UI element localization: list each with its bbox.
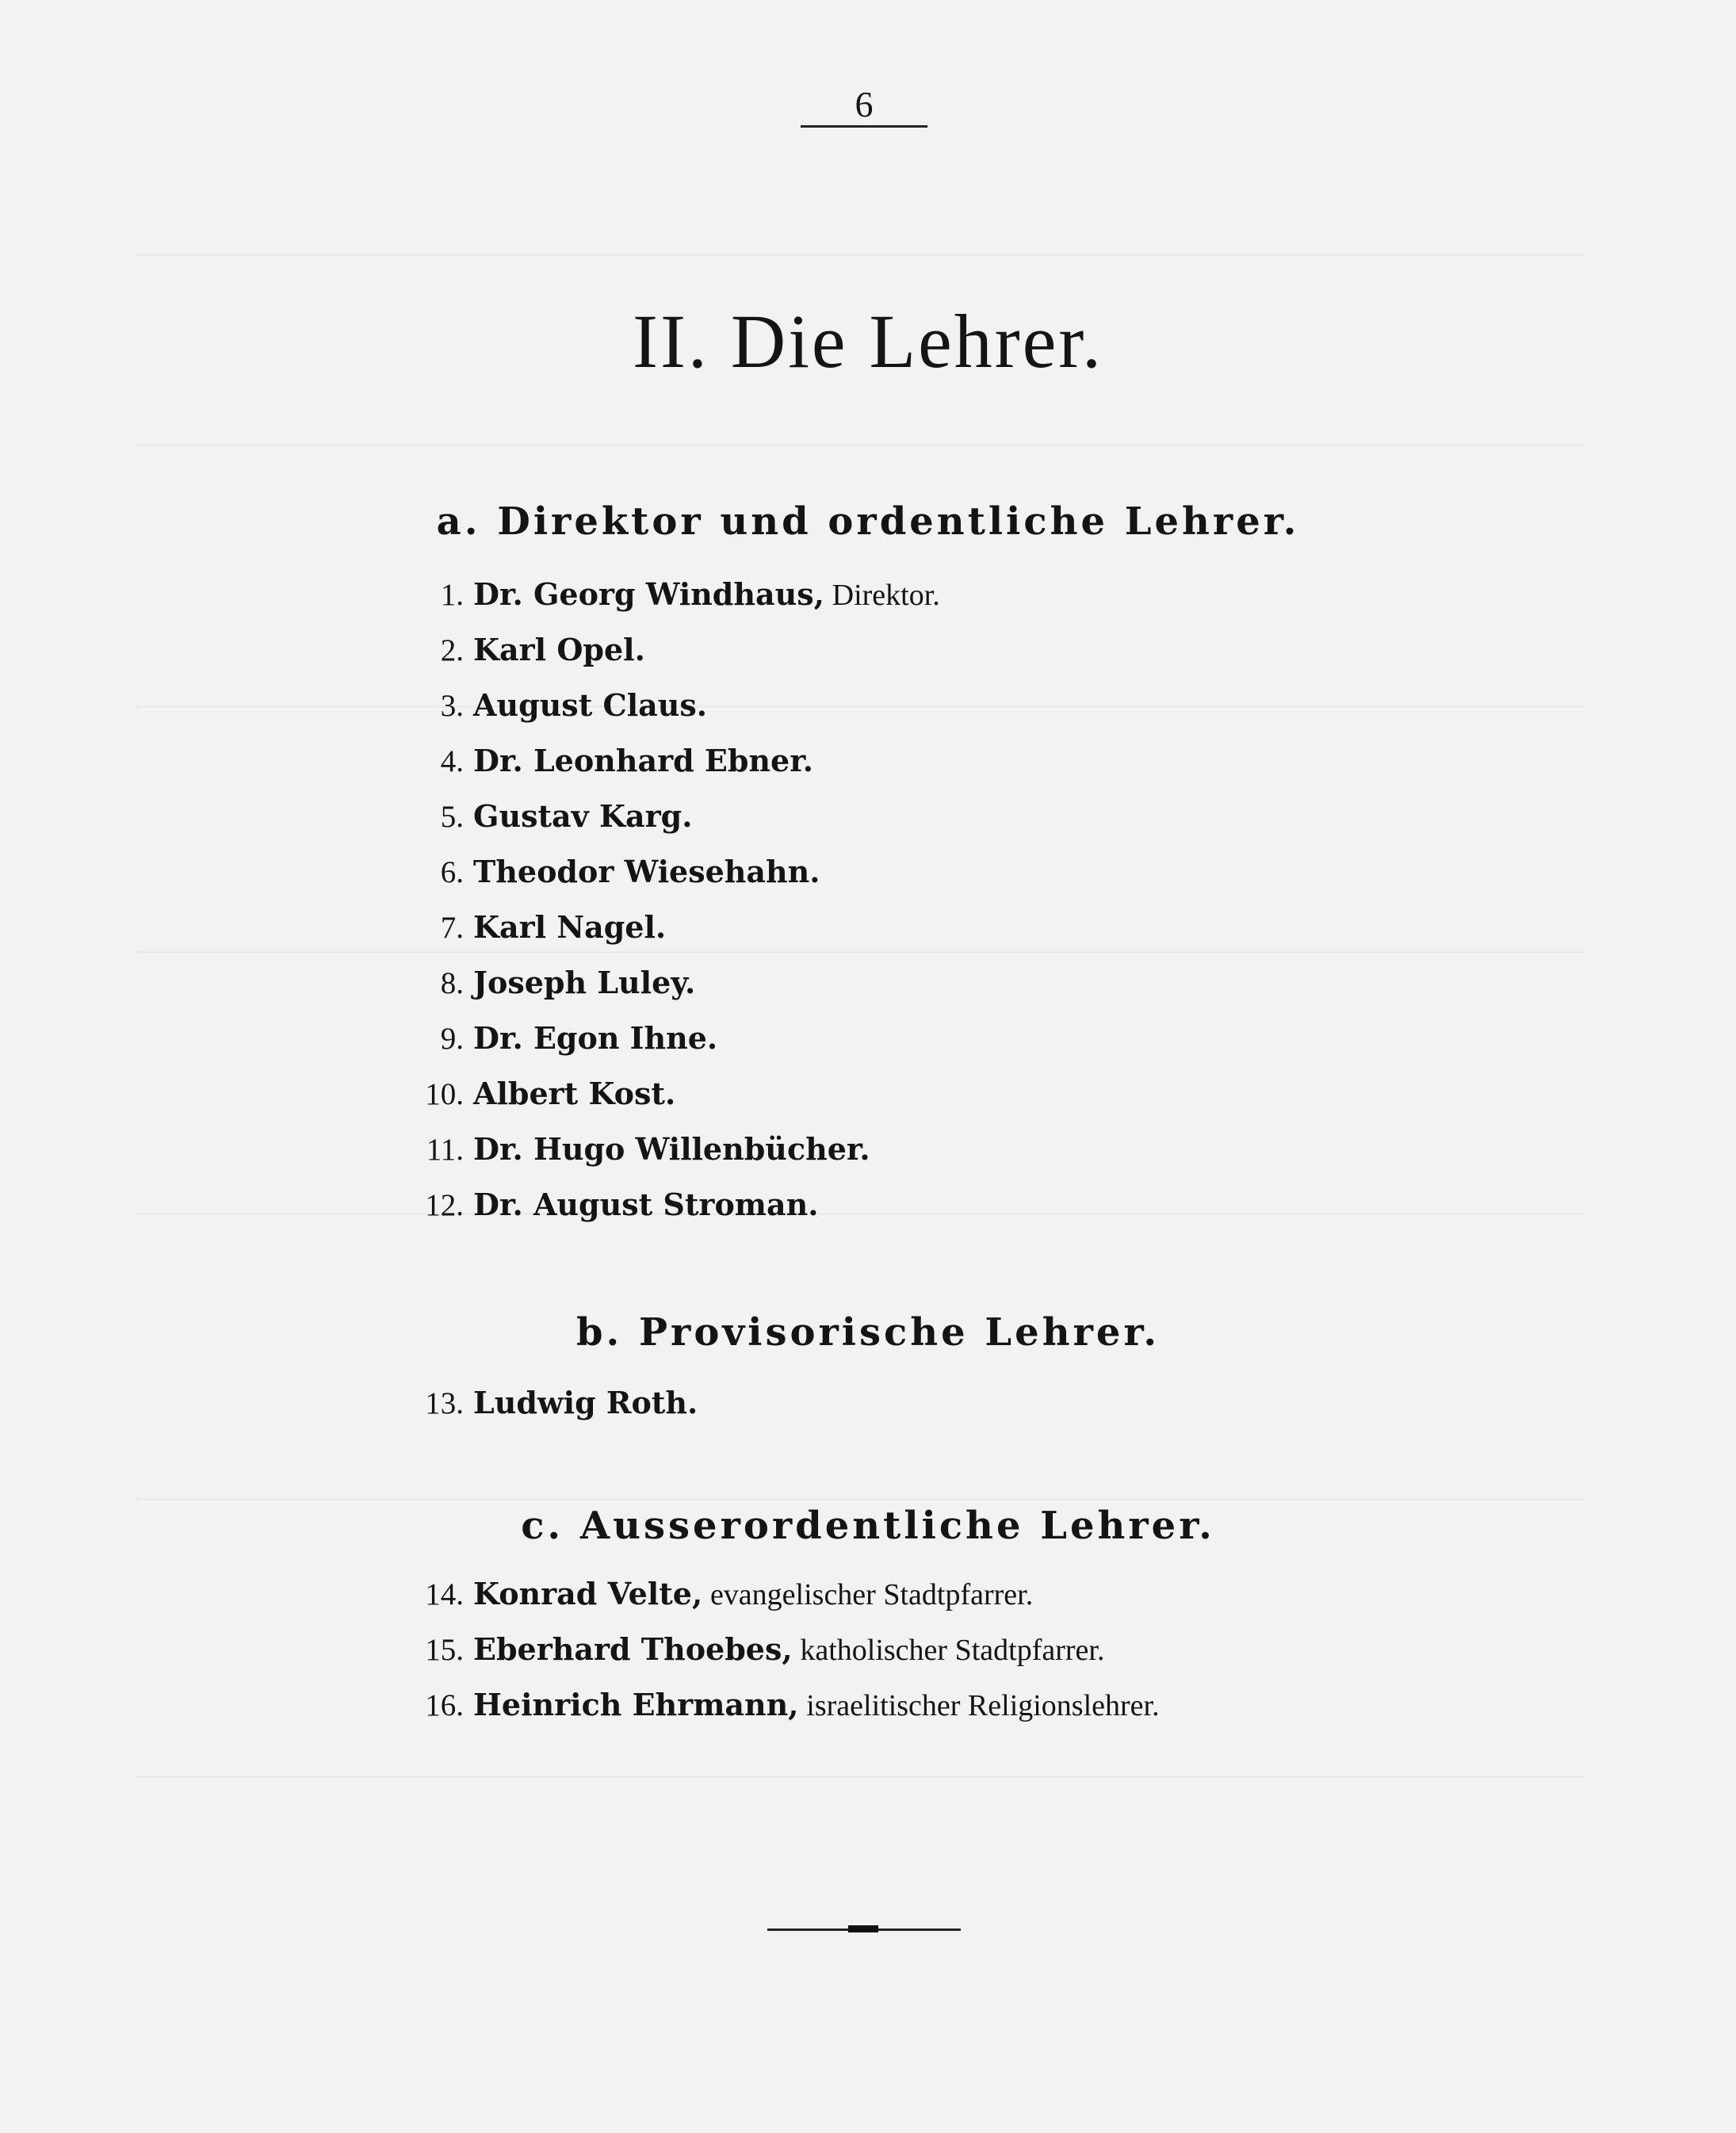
teacher-name: Gustav Karg. bbox=[473, 798, 693, 834]
teacher-entry bbox=[384, 965, 695, 1001]
teacher-entry bbox=[384, 1687, 1160, 1723]
teacher-number: 12. bbox=[425, 1188, 464, 1222]
teacher-name: Eberhard Thoebes, bbox=[473, 1631, 793, 1667]
teacher-number: 15. bbox=[425, 1633, 464, 1667]
teacher-name: Dr. Egon Ihne. bbox=[473, 1020, 718, 1056]
teacher-name: Theodor Wiesehahn. bbox=[473, 854, 820, 889]
teacher-number: 3. bbox=[440, 689, 464, 723]
teacher-name: Konrad Velte, bbox=[473, 1576, 703, 1611]
teacher-name: Albert Kost. bbox=[473, 1076, 676, 1111]
teacher-role: evangelischer Stadtpfarrer. bbox=[709, 1578, 1034, 1611]
bleed-through-texture bbox=[135, 951, 1585, 954]
teacher-role: katholischer Stadtpfarrer. bbox=[800, 1634, 1105, 1667]
teacher-name: Joseph Luley. bbox=[473, 965, 696, 1000]
teacher-name: Dr. August Stroman. bbox=[473, 1187, 819, 1222]
teacher-entry bbox=[384, 743, 813, 779]
teacher-entry bbox=[384, 687, 707, 724]
teacher-number: 4. bbox=[440, 744, 464, 778]
teacher-number: 14. bbox=[425, 1577, 464, 1611]
teacher-entry bbox=[384, 1076, 675, 1112]
teacher-entry bbox=[384, 854, 820, 890]
teacher-number: 10. bbox=[425, 1077, 464, 1111]
teacher-entry bbox=[384, 798, 692, 835]
teacher-name: Ludwig Roth. bbox=[473, 1385, 698, 1420]
page-number: 6 bbox=[855, 84, 874, 124]
teacher-number: 1. bbox=[440, 578, 464, 612]
chapter-title: II. Die Lehrer. bbox=[632, 299, 1104, 384]
teacher-role: israelitischer Religionslehrer. bbox=[806, 1689, 1160, 1722]
teacher-number: 11. bbox=[426, 1133, 464, 1167]
teacher-entry bbox=[384, 632, 645, 668]
teacher-number: 7. bbox=[440, 911, 464, 945]
teacher-name: Heinrich Ehrmann, bbox=[473, 1687, 799, 1722]
teacher-entry bbox=[384, 1020, 717, 1057]
teacher-number: 16. bbox=[425, 1688, 464, 1722]
teacher-entry bbox=[384, 909, 666, 946]
page-number-rule bbox=[801, 125, 927, 128]
teacher-number: 5. bbox=[440, 800, 464, 834]
teacher-entry bbox=[384, 1187, 818, 1223]
bleed-through-texture bbox=[135, 444, 1585, 446]
bleed-through-texture bbox=[135, 705, 1585, 708]
teacher-role: Direktor. bbox=[832, 579, 940, 612]
teacher-name: Dr. Leonhard Ebner. bbox=[473, 743, 813, 778]
teacher-entry bbox=[384, 1576, 1033, 1612]
teacher-entry bbox=[384, 1385, 698, 1421]
bleed-through-texture bbox=[135, 1498, 1585, 1500]
teacher-name: Karl Nagel. bbox=[473, 909, 667, 945]
teacher-entry bbox=[384, 1631, 1104, 1668]
teacher-entry bbox=[384, 576, 940, 613]
teacher-name: Dr. Hugo Willenbücher. bbox=[473, 1131, 870, 1167]
teacher-name: Karl Opel. bbox=[473, 632, 645, 667]
bleed-through-texture bbox=[135, 1213, 1585, 1215]
section-heading-ausserordentliche: c. Ausserordentliche Lehrer. bbox=[521, 1504, 1215, 1548]
teacher-entry bbox=[384, 1131, 870, 1168]
teacher-number: 8. bbox=[440, 966, 464, 1000]
bleed-through-texture bbox=[135, 1776, 1585, 1778]
teacher-number: 13. bbox=[425, 1386, 464, 1420]
teacher-name: August Claus. bbox=[473, 687, 708, 723]
teacher-name: Dr. Georg Windhaus, bbox=[473, 576, 824, 612]
section-heading-ordentliche: a. Direktor und ordentliche Lehrer. bbox=[436, 499, 1300, 544]
bleed-through-texture bbox=[135, 254, 1585, 256]
end-rule-mark bbox=[848, 1925, 878, 1932]
teacher-number: 6. bbox=[440, 855, 464, 889]
teacher-number: 9. bbox=[440, 1022, 464, 1056]
section-heading-provisorische: b. Provisorische Lehrer. bbox=[575, 1310, 1161, 1355]
teacher-number: 2. bbox=[440, 633, 464, 667]
